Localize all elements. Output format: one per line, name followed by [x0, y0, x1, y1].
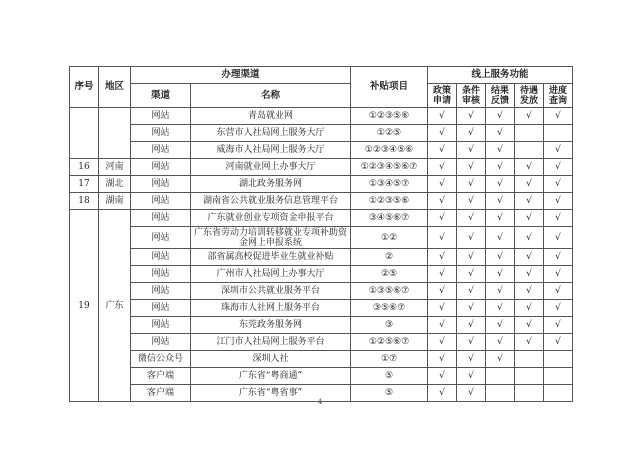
result-check: √	[486, 108, 515, 125]
payment-check: √	[515, 108, 544, 125]
progress-check: √	[544, 266, 573, 283]
name-cell: 东莞政务服务网	[191, 317, 351, 334]
policy-check: √	[428, 385, 457, 402]
progress-check: √	[544, 108, 573, 125]
result-check: √	[486, 125, 515, 142]
condition-check: √	[457, 283, 486, 300]
table-row	[70, 176, 573, 193]
table-row	[70, 283, 573, 300]
header-progress-line1: 进度	[549, 85, 568, 96]
name-cell: 广州市人社局网上办事大厅	[191, 266, 351, 283]
channel-cell: 网站	[131, 317, 191, 334]
channel-cell: 网站	[131, 210, 191, 227]
progress-check: √	[544, 193, 573, 210]
payment-check: √	[515, 159, 544, 176]
name-cell: 河南就业网上办事大厅	[191, 159, 351, 176]
result-check: √	[486, 193, 515, 210]
header-payment	[515, 84, 544, 108]
policy-check: √	[428, 159, 457, 176]
condition-check: √	[457, 300, 486, 317]
payment-check: √	[515, 317, 544, 334]
table-row	[70, 210, 573, 227]
header-policy-line2: 申请	[433, 95, 452, 106]
channel-cell: 网站	[131, 125, 191, 142]
policy-check: √	[428, 193, 457, 210]
channel-cell: 网站	[131, 108, 191, 125]
header-payment-line2: 发放	[520, 95, 539, 106]
policy-check: √	[428, 142, 457, 159]
payment-check: √	[515, 334, 544, 351]
name-cell: 广东省“粤商通”	[191, 368, 351, 385]
condition-check: √	[457, 227, 486, 249]
subsidy-cell: ②	[351, 249, 428, 266]
payment-check: √	[515, 283, 544, 300]
header-progress	[544, 84, 573, 108]
table-row	[70, 249, 573, 266]
name-cell: 江门市人社局网上服务平台	[191, 334, 351, 351]
header-result-line1: 结果	[491, 85, 510, 96]
policy-check: √	[428, 108, 457, 125]
table-row	[70, 193, 573, 210]
subsidy-cell: ①②③④⑤⑥⑦	[351, 159, 428, 176]
channel-cell: 网站	[131, 249, 191, 266]
region-cell: 广东	[99, 210, 131, 402]
payment-check: √	[515, 193, 544, 210]
name-cell: 珠海市人社网上服务平台	[191, 300, 351, 317]
header-condition	[457, 84, 486, 108]
header-seq: 序号	[70, 67, 99, 108]
header-channel: 渠道	[131, 84, 191, 108]
condition-check: √	[457, 317, 486, 334]
table-header-row	[70, 67, 573, 84]
result-check: √	[486, 142, 515, 159]
result-check: √	[486, 300, 515, 317]
region-cell: 河南	[99, 159, 131, 176]
result-check: √	[486, 351, 515, 368]
name-cell: 东营市人社局网上服务大厅	[191, 125, 351, 142]
policy-check: √	[428, 249, 457, 266]
progress-check: √	[544, 210, 573, 227]
header-payment-line1: 待遇	[520, 85, 539, 96]
policy-check: √	[428, 317, 457, 334]
payment-check: √	[515, 227, 544, 249]
result-check: √	[486, 159, 515, 176]
header-result	[486, 84, 515, 108]
channel-cell: 网站	[131, 176, 191, 193]
payment-check: √	[515, 249, 544, 266]
payment-check	[515, 142, 544, 159]
table-row	[70, 125, 573, 142]
table-row	[70, 142, 573, 159]
progress-check: √	[544, 334, 573, 351]
header-progress-line2: 查询	[549, 95, 568, 106]
progress-check	[544, 368, 573, 385]
name-cell: 深圳市公共就业服务平台	[191, 283, 351, 300]
condition-check: √	[457, 351, 486, 368]
table-row	[70, 300, 573, 317]
subsidy-services-table	[69, 66, 573, 402]
payment-check	[515, 368, 544, 385]
header-subsidy: 补贴项目	[351, 67, 428, 108]
result-check: √	[486, 176, 515, 193]
seq-cell: 17	[70, 176, 99, 193]
name-cell: 威海市人社局网上服务大厅	[191, 142, 351, 159]
header-policy	[428, 84, 457, 108]
header-result-line2: 反馈	[491, 95, 510, 106]
header-policy-line1: 政策	[433, 85, 452, 96]
table-row	[70, 351, 573, 368]
progress-check	[544, 351, 573, 368]
channel-cell: 客户端	[131, 368, 191, 385]
subsidy-cell: ⑤	[351, 385, 428, 402]
subsidy-cell: ①⑦	[351, 351, 428, 368]
page-number: 4	[317, 398, 323, 406]
condition-check: √	[457, 125, 486, 142]
policy-check: √	[428, 283, 457, 300]
name-cell: 广东就业创业专项资金申报平台	[191, 210, 351, 227]
subsidy-cell: ①②	[351, 227, 428, 249]
condition-check: √	[457, 266, 486, 283]
condition-check: √	[457, 193, 486, 210]
policy-check: √	[428, 176, 457, 193]
progress-check: √	[544, 159, 573, 176]
seq-cell: 18	[70, 193, 99, 210]
seq-cell: 16	[70, 159, 99, 176]
condition-check: √	[457, 385, 486, 402]
region-cell: 湖南	[99, 193, 131, 210]
table-row	[70, 159, 573, 176]
condition-check: √	[457, 142, 486, 159]
policy-check: √	[428, 125, 457, 142]
policy-check: √	[428, 210, 457, 227]
policy-check: √	[428, 351, 457, 368]
region-cell: 湖北	[99, 176, 131, 193]
progress-check: √	[544, 142, 573, 159]
progress-check: √	[544, 249, 573, 266]
result-check: √	[486, 266, 515, 283]
channel-cell: 网站	[131, 283, 191, 300]
payment-check: √	[515, 266, 544, 283]
name-cell: 深圳人社	[191, 351, 351, 368]
subsidy-cell: ③④⑤⑥⑦	[351, 210, 428, 227]
progress-check: √	[544, 317, 573, 334]
payment-check: √	[515, 210, 544, 227]
progress-check: √	[544, 300, 573, 317]
name-cell: 湖南省公共就业服务信息管理平台	[191, 193, 351, 210]
subsidy-cell: ①②③④⑤⑥	[351, 142, 428, 159]
policy-check: √	[428, 227, 457, 249]
channel-cell: 微信公众号	[131, 351, 191, 368]
header-condition-line2: 审核	[462, 95, 481, 106]
table-row	[70, 334, 573, 351]
seq-cell	[70, 108, 99, 159]
policy-check: √	[428, 368, 457, 385]
result-check: √	[486, 334, 515, 351]
channel-cell: 网站	[131, 334, 191, 351]
subsidy-cell: ①③④⑤⑦	[351, 176, 428, 193]
subsidy-cell: ①②⑤⑥⑦	[351, 334, 428, 351]
payment-check	[515, 351, 544, 368]
result-check: √	[486, 249, 515, 266]
result-check: √	[486, 317, 515, 334]
table-row	[70, 266, 573, 283]
header-online-group: 线上服务功能	[428, 67, 573, 84]
subsidy-cell: ①②③⑤⑥	[351, 108, 428, 125]
subsidy-cell: ②⑤	[351, 266, 428, 283]
channel-cell: 客户端	[131, 385, 191, 402]
condition-check: √	[457, 176, 486, 193]
condition-check: √	[457, 249, 486, 266]
table-row	[70, 317, 573, 334]
table-row	[70, 108, 573, 125]
condition-check: √	[457, 210, 486, 227]
channel-cell: 网站	[131, 193, 191, 210]
table-row	[70, 227, 573, 249]
header-region: 地区	[99, 67, 131, 108]
table-subheader-row	[70, 84, 573, 108]
channel-cell: 网站	[131, 142, 191, 159]
result-check	[486, 368, 515, 385]
result-check: √	[486, 227, 515, 249]
seq-cell: 19	[70, 210, 99, 402]
condition-check: √	[457, 368, 486, 385]
payment-check: √	[515, 300, 544, 317]
header-channel-group: 办理渠道	[131, 67, 351, 84]
result-check: √	[486, 210, 515, 227]
header-condition-line1: 条件	[462, 85, 481, 96]
progress-check: √	[544, 227, 573, 249]
subsidy-cell: ③⑤⑥⑦	[351, 300, 428, 317]
policy-check: √	[428, 334, 457, 351]
progress-check: √	[544, 176, 573, 193]
name-cell: 广东省“粤省事”	[191, 385, 351, 402]
subsidy-cell: ⑤	[351, 368, 428, 385]
progress-check	[544, 125, 573, 142]
subsidy-cell: ③	[351, 317, 428, 334]
subsidy-cell: ①③⑤⑥⑦	[351, 283, 428, 300]
subsidy-cell: ①②③⑤⑥	[351, 193, 428, 210]
table-row	[70, 368, 573, 385]
header-name: 名称	[191, 84, 351, 108]
condition-check: √	[457, 334, 486, 351]
progress-check: √	[544, 283, 573, 300]
name-cell: 部省属高校促进毕业生就业补贴	[191, 249, 351, 266]
region-cell	[99, 108, 131, 159]
condition-check: √	[457, 108, 486, 125]
channel-cell: 网站	[131, 159, 191, 176]
subsidy-cell: ①②⑤	[351, 125, 428, 142]
payment-check: √	[515, 176, 544, 193]
result-check: √	[486, 283, 515, 300]
condition-check: √	[457, 159, 486, 176]
name-cell: 湖北政务服务网	[191, 176, 351, 193]
name-cell: 广东省劳动力培训转移就业专项补助资金网上申报系统	[191, 227, 351, 249]
payment-check	[515, 125, 544, 142]
policy-check: √	[428, 300, 457, 317]
channel-cell: 网站	[131, 227, 191, 249]
channel-cell: 网站	[131, 300, 191, 317]
name-cell: 青岛就业网	[191, 108, 351, 125]
policy-check: √	[428, 266, 457, 283]
channel-cell: 网站	[131, 266, 191, 283]
